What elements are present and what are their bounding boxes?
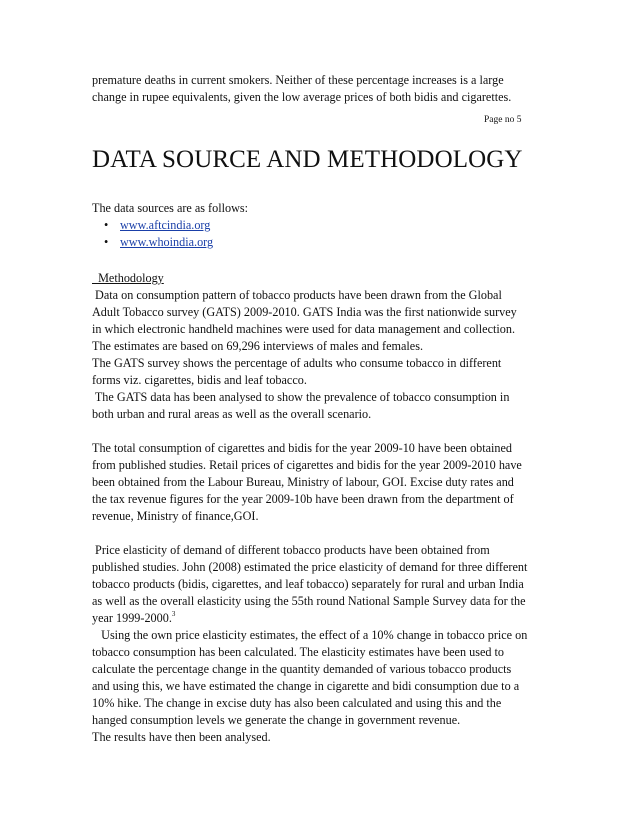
text-line: The results have then been analysed. xyxy=(92,730,271,744)
text-line: Data on consumption pattern of tobacco products have been drawn from the Global xyxy=(92,288,502,302)
section-title: DATA SOURCE AND METHODOLOGY xyxy=(92,146,523,173)
text-line: revenue, Ministry of finance,GOI. xyxy=(92,509,259,523)
paragraph-results xyxy=(92,627,562,746)
bullet-icon: • xyxy=(104,235,109,249)
text-line: in which electronic handheld machines were used for data management and collection. xyxy=(92,322,516,336)
source-link-aftcindia[interactable]: www.aftcindia.org xyxy=(120,218,211,232)
bullet-icon: • xyxy=(104,218,109,232)
text-line: from published studies. Retail prices of cigarettes and bidis for the year 2009-2010 have xyxy=(92,458,522,472)
text-line: published studies. John (2008) estimated the price elasticity of demand for three different xyxy=(92,560,528,574)
footnote-marker: 3 xyxy=(171,610,176,618)
text-line: Price elasticity of demand of different tobacco products have been obtained from xyxy=(92,543,490,557)
text-line: The GATS survey shows the percentage of adults who consume tobacco in different xyxy=(92,356,502,370)
list-item xyxy=(92,234,562,251)
text-line: Using the own price elasticity estimates, the effect of a 10% change in tobacco price on xyxy=(92,628,528,642)
text-line: tobacco consumption has been calculated. The elasticity estimates have been used to xyxy=(92,645,504,659)
text-line: hanged consumption levels we generate the change in government revenue. xyxy=(92,713,461,727)
text-line: forms viz. cigarettes, bidis and leaf tobacco. xyxy=(92,373,307,387)
paragraph-elasticity xyxy=(92,542,562,627)
text-line: premature deaths in current smokers. Neither of these percentage increases is a large xyxy=(92,73,504,87)
text-line: change in rupee equivalents, given the low average prices of both bidis and cigarettes. xyxy=(92,90,512,104)
data-sources xyxy=(92,200,562,251)
text-line: The estimates are based on 69,296 interviews of males and females. xyxy=(92,339,423,353)
text-line: the tax revenue figures for the year 2009-10b have been drawn from the department of xyxy=(92,492,514,506)
text-line: been obtained from the Labour Bureau, Ministry of labour, GOI. Excise duty rates and xyxy=(92,475,514,489)
text-line: The total consumption of cigarettes and bidis for the year 2009-10 have been obtained xyxy=(92,441,512,455)
text-line: and using this, we have estimated the change in cigarette and bidi consumption due to a xyxy=(92,679,520,693)
top-paragraph xyxy=(92,72,562,106)
text-fragment: year 1999-2000. xyxy=(92,611,172,625)
sources-intro: The data sources are as follows: xyxy=(92,201,249,215)
text-line: calculate the percentage change in the quantity demanded of various tobacco products xyxy=(92,662,512,676)
methodology-heading: Methodology xyxy=(92,271,164,285)
list-item xyxy=(92,217,562,234)
methodology-section xyxy=(92,270,562,746)
text-line: Adult Tobacco survey (GATS) 2009-2010. GATS India was the first nationwide survey xyxy=(92,305,517,319)
paragraph-consumption xyxy=(92,440,562,525)
text-line: tobacco products (bidis, cigarettes, and leaf tobacco) separately for rural and urban India xyxy=(92,577,524,591)
text-line: The GATS data has been analysed to show the prevalence of tobacco consumption in xyxy=(92,390,510,404)
source-link-whoindia[interactable]: www.whoindia.org xyxy=(120,235,214,249)
paragraph-gats xyxy=(92,287,562,423)
text-line xyxy=(92,610,562,627)
page-number: Page no 5 xyxy=(484,115,522,125)
sources-list xyxy=(92,217,562,251)
text-line: both urban and rural areas as well as the overall scenario. xyxy=(92,407,372,421)
text-line: 10% hike. The change in excise duty has also been calculated and using this and the xyxy=(92,696,502,710)
text-line: as well as the overall elasticity using the 55th round National Sample Survey data for the xyxy=(92,594,526,608)
